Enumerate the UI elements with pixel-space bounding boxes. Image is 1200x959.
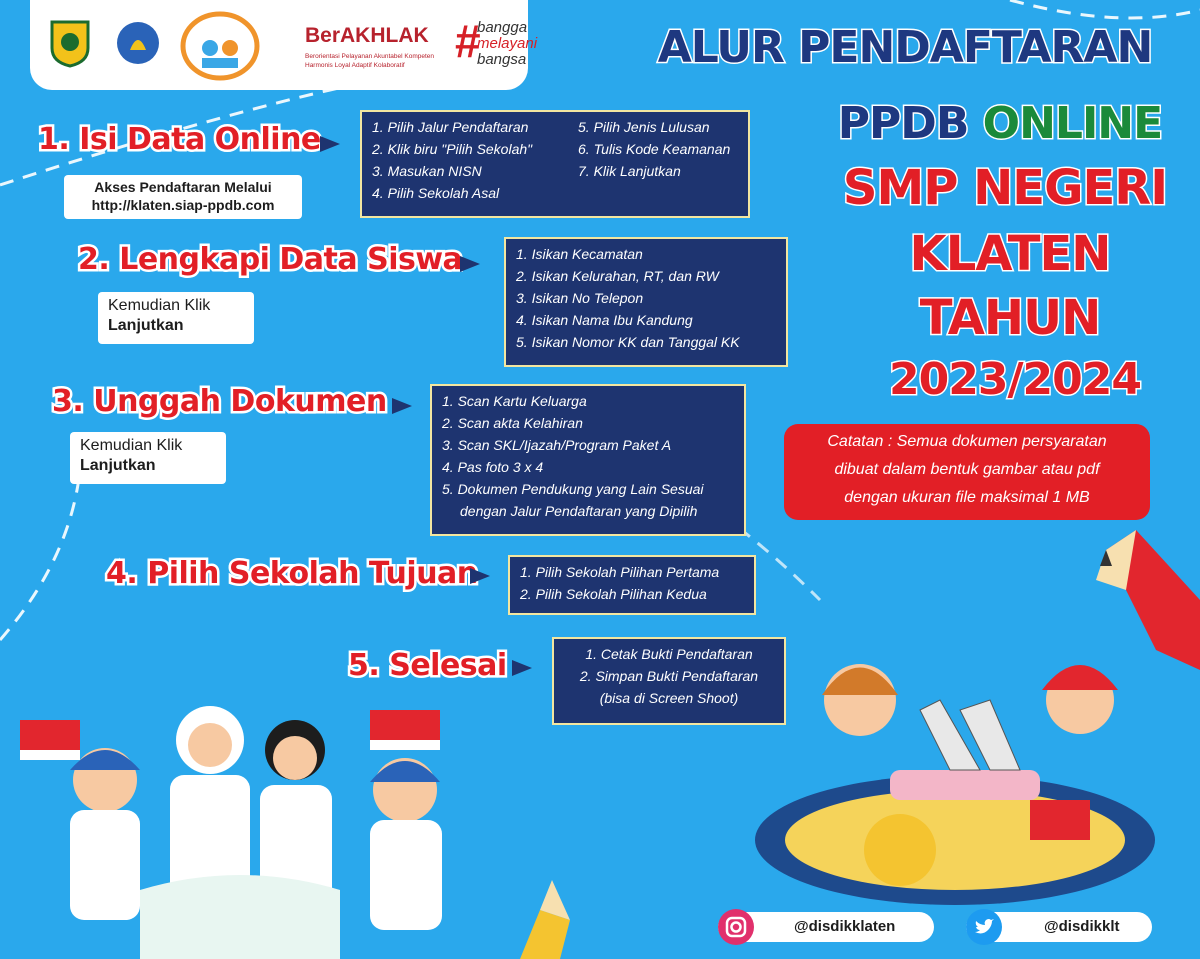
list-item: 5. Pilih Jenis Lulusan <box>578 119 710 135</box>
list-item: 1. Pilih Jalur Pendaftaran <box>372 119 529 135</box>
requirements-note: Catatan : Semua dokumen persyaratan dibuat dalam bentuk gambar atau pdf dengan ukuran file maksimal 1 MB <box>784 424 1150 520</box>
bangga-hashtag: # <box>455 15 481 67</box>
step-5-arrow <box>512 660 532 676</box>
title-line-3: SMP NEGERI <box>842 160 1168 216</box>
laptop-kids-illustration <box>750 640 1160 910</box>
berakhlak-logo: BerAKHLAK <box>305 24 429 47</box>
step-1-access-note: Akses Pendaftaran Melalui http://klaten.siap-ppdb.com <box>64 175 302 219</box>
berakhlak-tagline: Berorientasi Pelayanan Akuntabel Kompeten Harmonis Loyal Adaptif Kolaboratif <box>305 53 435 69</box>
title-line-5: TAHUN <box>919 290 1101 346</box>
step-3-continue-note: Kemudian Klik Lanjutkan <box>70 432 226 484</box>
step-2-continue-note: Kemudian Klik Lanjutkan <box>98 292 254 344</box>
list-item: 3. Masukan NISN <box>372 163 482 179</box>
title-line-4: KLATEN <box>909 226 1111 282</box>
list-item: 6. Tulis Kode Keamanan <box>578 141 731 157</box>
pencil-bottom-illustration <box>480 880 600 959</box>
list-item: 2. Klik biru "Pilih Sekolah" <box>372 141 533 157</box>
step-4-title: 4. Pilih Sekolah Tujuan <box>106 556 478 591</box>
list-item: 2. Simpan Bukti Pendaftaran <box>579 668 759 684</box>
list-item: 2. Isikan Kelurahan, RT, dan RW <box>516 268 719 284</box>
list-item: 7. Klik Lanjutkan <box>578 163 681 179</box>
list-item: 1. Scan Kartu Keluarga <box>442 393 587 409</box>
kabupaten-klaten-emblem <box>48 18 92 68</box>
tut-wuri-handayani-emblem <box>116 18 160 68</box>
step-1-title: 1. Isi Data Online <box>38 122 321 157</box>
title-line-2: PPDB ONLINE <box>837 98 1163 149</box>
twitter-icon <box>966 909 1002 945</box>
students-illustration <box>10 690 480 959</box>
logo-bar <box>30 0 538 90</box>
list-item: 1. Pilih Sekolah Pilihan Pertama <box>520 564 720 580</box>
list-item: 2. Scan akta Kelahiran <box>442 415 583 431</box>
list-item: 4. Isikan Nama Ibu Kandung <box>516 312 693 328</box>
list-item: 1. Isikan Kecamatan <box>516 246 643 262</box>
list-item: (bisa di Screen Shoot) <box>599 690 739 706</box>
title-year: 2023/2024 <box>889 354 1141 405</box>
list-item: 1. Cetak Bukti Pendaftaran <box>585 646 753 662</box>
step-1-col-1 <box>372 116 532 204</box>
instagram-icon <box>718 909 754 945</box>
list-item: 5. Dokumen Pendukung yang Lain Sesuai <box>442 481 704 497</box>
list-item: 4. Pas foto 3 x 4 <box>442 459 544 475</box>
step-2-arrow <box>460 256 480 272</box>
step-1-col-2 <box>578 116 730 182</box>
title-line-1: ALUR PENDAFTARAN <box>657 22 1153 73</box>
instagram-handle[interactable]: @disdikklaten <box>718 912 934 942</box>
bangga-melayani-slogan: bangga melayani bangsa <box>477 19 538 68</box>
step-4-box <box>508 555 756 615</box>
step-1-box <box>360 110 750 218</box>
step-5-title: 5. Selesai <box>348 648 507 683</box>
list-item: dengan Jalur Pendaftaran yang Dipilih <box>460 503 698 519</box>
list-item: 5. Isikan Nomor KK dan Tanggal KK <box>516 334 740 350</box>
list-item: 2. Pilih Sekolah Pilihan Kedua <box>520 586 707 602</box>
list-item: 4. Pilih Sekolah Asal <box>372 185 500 201</box>
step-2-box <box>504 237 788 367</box>
step-1-arrow <box>320 136 340 152</box>
step-3-arrow <box>392 398 412 414</box>
step-2-title: 2. Lengkapi Data Siswa <box>78 242 463 277</box>
step-3-title: 3. Unggah Dokumen <box>52 384 387 419</box>
step-3-box <box>430 384 746 536</box>
step-4-arrow <box>470 568 490 584</box>
siap-ppdb-logo <box>180 10 260 82</box>
twitter-handle[interactable]: @disdikklt <box>966 912 1152 942</box>
list-item: 3. Isikan No Telepon <box>516 290 644 306</box>
list-item: 3. Scan SKL/Ijazah/Program Paket A <box>442 437 672 453</box>
